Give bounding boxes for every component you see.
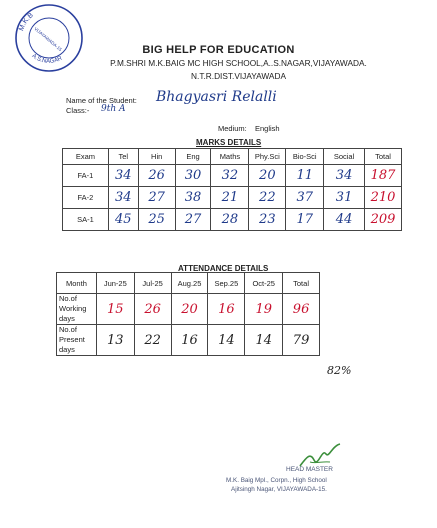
table-row: [57, 325, 320, 356]
mark-cell: 27: [138, 187, 175, 209]
header-district: N.T.R.DIST.VIJAYAWADA: [191, 71, 286, 81]
marks-col-social: Social: [324, 149, 365, 165]
student-name-label: Name of the Student:: [66, 96, 137, 105]
medium-label: Medium:: [218, 124, 247, 133]
attendance-header-row: [57, 273, 320, 294]
medium-value: English: [255, 124, 280, 133]
mark-cell: 37: [286, 187, 324, 209]
attendance-table: [56, 272, 320, 356]
mark-total: 210: [365, 187, 402, 209]
signature-line-1: HEAD MASTER: [286, 466, 333, 473]
present-cell: 14: [208, 325, 245, 356]
table-row: [63, 187, 402, 209]
marks-header-row: [63, 149, 402, 165]
mark-cell: 26: [138, 165, 175, 187]
att-col-total: Total: [283, 273, 320, 294]
attendance-percentage: 82%: [327, 364, 352, 377]
att-col-sep: Sep.25: [208, 273, 245, 294]
marks-col-physci: Phy.Sci: [249, 149, 286, 165]
present-cell: 14: [245, 325, 283, 356]
mark-cell: 34: [108, 165, 138, 187]
mark-cell: 44: [324, 209, 365, 231]
marks-col-biosci: Bio-Sci: [286, 149, 324, 165]
mark-cell: 20: [249, 165, 286, 187]
marks-col-tel: Tel: [108, 149, 138, 165]
header-title: BIG HELP FOR EDUCATION: [142, 44, 295, 56]
working-cell: 16: [208, 294, 245, 325]
mark-cell: 34: [324, 165, 365, 187]
table-row: [63, 165, 402, 187]
present-cell: 13: [96, 325, 134, 356]
marks-table: [62, 148, 402, 231]
present-cell: 22: [134, 325, 171, 356]
working-cell: 26: [134, 294, 171, 325]
exam-label: SA-1: [63, 209, 109, 231]
mark-cell: 21: [211, 187, 249, 209]
present-cell: 16: [171, 325, 208, 356]
mark-cell: 17: [286, 209, 324, 231]
exam-label: FA-1: [63, 165, 109, 187]
mark-cell: 32: [211, 165, 249, 187]
marks-col-eng: Eng: [175, 149, 211, 165]
mark-cell: 30: [175, 165, 211, 187]
working-total: 96: [283, 294, 320, 325]
mark-total: 209: [365, 209, 402, 231]
att-col-aug: Aug.25: [171, 273, 208, 294]
mark-cell: 25: [138, 209, 175, 231]
present-days-label: No.of Present days: [57, 325, 97, 356]
header-school: P.M.SHRI M.K.BAIG MC HIGH SCHOOL,A..S.NAGAR,VIJAYAWADA.: [110, 58, 367, 68]
mark-cell: 27: [175, 209, 211, 231]
mark-cell: 11: [286, 165, 324, 187]
att-col-jul: Jul-25: [134, 273, 171, 294]
student-name-value: Bhagyasri Relalli: [156, 89, 277, 105]
signature-line-3: Ajitsingh Nagar, VIJAYAWADA-15.: [231, 486, 327, 493]
att-col-oct: Oct-25: [245, 273, 283, 294]
working-days-label: No.of Working days: [57, 294, 97, 325]
stamp-text-bottom: A.S.NAGAR: [30, 53, 64, 65]
class-label: Class:-: [66, 106, 90, 115]
mark-cell: 28: [211, 209, 249, 231]
attendance-section-title: ATTENDANCE DETAILS: [178, 264, 269, 273]
class-value: 9th A: [101, 104, 126, 114]
stamp-text-center: VIJAYAWADA-15: [33, 26, 63, 53]
marks-col-exam: Exam: [63, 149, 109, 165]
signature-line-2: M.K. Baig Mpl., Corpn., High School: [226, 477, 327, 484]
mark-cell: 45: [108, 209, 138, 231]
table-row: [63, 209, 402, 231]
working-cell: 15: [96, 294, 134, 325]
exam-label: FA-2: [63, 187, 109, 209]
marks-col-hin: Hin: [138, 149, 175, 165]
mark-cell: 31: [324, 187, 365, 209]
att-col-month: Month: [57, 273, 97, 294]
working-cell: 19: [245, 294, 283, 325]
stamp-text-top: M.K.B: [18, 11, 35, 32]
mark-total: 187: [365, 165, 402, 187]
att-col-jun: Jun-25: [96, 273, 134, 294]
mark-cell: 22: [249, 187, 286, 209]
marks-section-title: MARKS DETAILS: [196, 138, 262, 147]
mark-cell: 34: [108, 187, 138, 209]
table-row: [57, 294, 320, 325]
marks-col-total: Total: [365, 149, 402, 165]
present-total: 79: [283, 325, 320, 356]
mark-cell: 38: [175, 187, 211, 209]
working-cell: 20: [171, 294, 208, 325]
mark-cell: 23: [249, 209, 286, 231]
marks-col-maths: Maths: [211, 149, 249, 165]
